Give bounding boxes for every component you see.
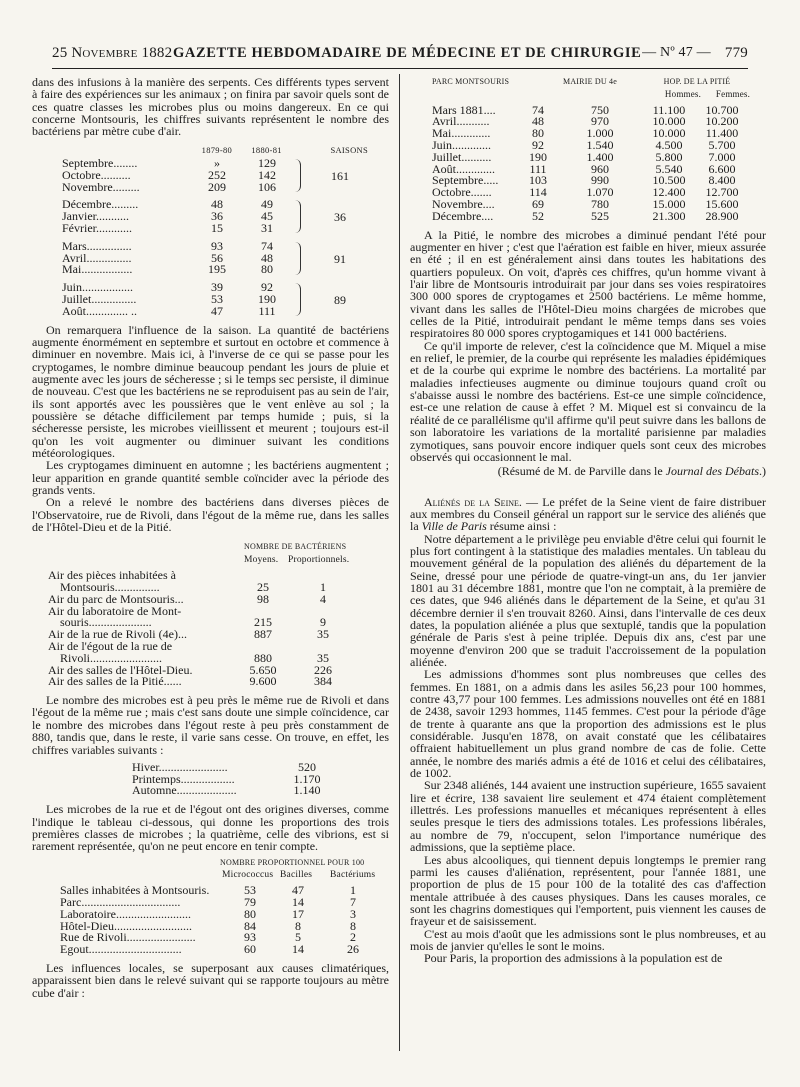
season-value: 91: [334, 251, 346, 266]
cell: 1.070: [586, 185, 614, 200]
paragraph: On remarquera l'influence de la saison. La quantité de bactériens augmente énormément en septembre et surtout en octobre et commence à diminuer en novembre. Mais ici, à l'inverse de ce qui se passe pour les cryptogames, le nombre diminue beaucoup pendant les jours de pluie et augmente avec les jours de sécheresse ; si le temps sec persiste, il diminue de nouveau. C'est que les bactériens ne se reproduisent pas au sein de l'air, ils sont apportés avec les poussières que le vent enlève au sol ; la poussière se détache difficilement par temps humide ; puis, si la sécheresse persiste, les microbes vieillissent et meurent ; toujours est-il qu'on les voit augmenter ou diminuer suivant les conditions météorologiques.: [32, 322, 389, 461]
table-subheader: [60, 869, 389, 881]
cell: 9.600: [249, 674, 277, 689]
cell: 15.000: [652, 197, 686, 212]
col-header: Bacilles: [280, 869, 313, 880]
cell: 17: [292, 906, 304, 921]
cell: 80: [532, 126, 544, 141]
cell: 48: [211, 197, 223, 212]
cell: 11.100: [652, 102, 686, 117]
cell: 106: [258, 179, 276, 194]
source-note: [410, 465, 766, 477]
cell: 15: [211, 221, 223, 236]
cell: 520: [298, 759, 316, 774]
table-row: [62, 238, 389, 253]
row-label: Hôtel-Dieu..........................: [60, 920, 192, 933]
row-label: Mars...............: [62, 240, 132, 253]
row-label: Septembre........: [62, 158, 138, 170]
row-label: Décembre.........: [62, 199, 139, 212]
header-rule: [52, 68, 748, 69]
paragraph: Les cryptogames diminuent en automne ; les bactériens augmentent ; leur apparition en grande quantité semble coïncider avec la période des grands vents.: [32, 458, 389, 498]
table-row: [60, 897, 389, 909]
microbe-proportion-table: [32, 857, 389, 956]
cell: 111: [258, 303, 276, 318]
cell: 1.000: [586, 126, 614, 141]
col-header: Femmes.: [715, 89, 751, 100]
journal-title: GAZETTE HEBDOMADAIRE DE MÉDECINE ET DE CHIRURGIE: [173, 44, 642, 61]
cell: 8.400: [708, 173, 736, 188]
cell: 190: [529, 149, 547, 164]
cell: 48: [261, 250, 273, 265]
cell: 4.500: [655, 138, 683, 153]
cell: 6.600: [708, 161, 736, 176]
row-label: Juin.............: [432, 140, 492, 152]
row-label: Avril...........: [432, 116, 490, 129]
table-row: [132, 785, 389, 797]
col-header: PARC MONTSOURIS: [432, 77, 510, 86]
cell: 4: [320, 591, 326, 606]
cell: 11.400: [705, 126, 739, 141]
brace: [295, 283, 301, 316]
row-label: Automne....................: [132, 785, 237, 798]
cell: 103: [529, 173, 547, 188]
cell: 9: [320, 615, 326, 630]
cell: 8: [350, 918, 356, 933]
cell: 14: [292, 942, 304, 957]
row-label: Laboratoire.........................: [60, 908, 191, 921]
row-label: Août.............. ..: [62, 305, 137, 318]
cell: 10.200: [705, 114, 739, 129]
col-header: 1880-81: [251, 144, 282, 155]
row-label: Janvier...........: [62, 211, 129, 224]
brace: [295, 200, 301, 233]
table-row: [132, 759, 389, 774]
cell: 14: [292, 895, 304, 910]
row-label: Air du parc de Montsouris...: [48, 593, 184, 606]
table-row: [48, 579, 389, 594]
cell: 5.700: [708, 138, 736, 153]
cell: 209: [208, 179, 226, 194]
row-label: Décembre....: [432, 210, 494, 223]
row-label: Air des salles de l'Hôtel-Dieu.: [48, 664, 193, 677]
cell: 12.400: [652, 185, 686, 200]
table-row: [48, 662, 389, 677]
season-group: [62, 158, 389, 193]
row-label: Salles inhabitées à Montsouris.: [60, 885, 210, 898]
cell: 5.650: [249, 662, 277, 677]
col-header: Bactériums: [330, 869, 376, 880]
row-label: Mai.................: [62, 264, 133, 277]
row-label: Air des pièces inhabitées à: [48, 570, 176, 582]
cell: 21.300: [652, 208, 686, 223]
paragraph: A la Pitié, le nombre des microbes a diminué pendant l'été pour augmenter en hiver ; c'est que l'aération est faible en hiver, mieux assurée en été ; il en est généralement ainsi dans toutes les habitations des quartiers populeux. On voit, d'après ces chiffres, qu'un homme vivant à l'air libre de Montsouris introduirait par jour dans ses voies respiratoires 300 000 spores de cryptogames et 2500 bactériens. Le même homme, vivant dans les salles de l'Hôtel-Dieu moins chargées de microbes que celles de la Pitié, introduirait pendant le même temps dans ses voies respiratoires 80 000 spores cryptogamiques et 141 000 bactériens.: [410, 227, 766, 341]
table-row: [432, 208, 766, 223]
cell: 69: [532, 197, 544, 212]
cell: 12.700: [705, 185, 739, 200]
cell: 39: [211, 280, 223, 295]
cell: 31: [261, 221, 273, 236]
cell: 98: [257, 591, 269, 606]
row-label: Octobre..........: [62, 169, 131, 182]
cell: 2: [350, 930, 356, 945]
row-label: Octobre.......: [432, 187, 492, 200]
cell: 52: [532, 208, 544, 223]
table-row: [48, 641, 389, 653]
section-source: Ville de Paris: [421, 519, 487, 534]
cell: 45: [261, 209, 273, 224]
cell: 93: [244, 930, 256, 945]
paragraph: C'est au mois d'août que les admissions sont le plus nombreuses, et au mois de janvier qu'elles le sont le moins.: [410, 926, 766, 953]
paragraph: Notre département a le privilège peu enviable d'être celui qui fournit le plus fort contingent à la statistique des maladies mentales. Un tableau du mouvement général de la population des aliénés du département de la Seine, dressé pour une période de quatre-vingt-un ans, du 1er janvier 1801 au 31 décembre 1881, montre que l'on ne comptait, à la première de ces dates, que 946 aliénés dans le département de la Seine, et qu'au 31 décembre dernier il s'en trouvait 8260. Ainsi, dans l'intervalle de ces deux dates, la population aliénée a plus que sextuplé, tandis que la population générale de Paris s'est à peine triplée. Depuis dix ans, c'est par une moyenne d'environ 200 que se traduit l'accroissement de la population aliénée.: [410, 531, 766, 669]
bacteria-seasons-table: [32, 144, 389, 318]
table-title: [48, 541, 389, 553]
paragraph: Les influences locales, se superposant aux causes climatériques, apparaissent bien dans le relevé suivant qui se rapporte toujours au mètre cube d'air :: [32, 961, 389, 1000]
source-note-text: (Résumé de M. de Parville dans le: [497, 464, 666, 479]
cell: 7: [350, 895, 356, 910]
monthly-microbes-table: [410, 76, 766, 223]
issue-number: — Nº 47 —: [642, 45, 711, 60]
cell: 25: [257, 579, 269, 594]
cell: 10.000: [652, 114, 686, 129]
paragraph: Les admissions d'hommes sont plus nombreuses que celles des femmes. En 1881, on a admis dans les asiles 56,23 pour 100 hommes, contre 43,77 pour 100 femmes. Les admissions nouvelles ont été en 1881 de 2438, savoir 1293 hommes, 1145 femmes. C'est pour la période d'âge de trente à quarante ans que la proportion des admissions est le plus considérable. Jusqu'en 1878, on avait constaté que les célibataires offraient habituellement un plus grand nombre de cas de folie. Cette année, le nombre des mariés admis a été de 1016 et celui des célibataires, de 1002.: [410, 667, 766, 781]
table-row: [48, 617, 389, 629]
row-label: Printemps..................: [132, 773, 235, 786]
cell: 1: [350, 883, 356, 898]
row-label: Juillet..........: [432, 151, 492, 164]
section-title: Aliénés de la Seine.: [424, 494, 522, 509]
column-divider: [399, 74, 400, 1051]
season-group: [62, 238, 389, 277]
section-intro: [410, 496, 766, 533]
cell: 53: [211, 292, 223, 307]
season-group: [62, 282, 389, 317]
row-label: Mai.............: [432, 128, 491, 141]
table-title-text: NOMBRE DE BACTÉRIENS: [244, 542, 347, 552]
paragraph: Pour Paris, la proportion des admissions à la population est de: [424, 951, 723, 966]
cell: 74: [532, 102, 544, 117]
cell: 80: [244, 906, 256, 921]
table-row: [48, 570, 389, 582]
table-row: [48, 676, 389, 688]
cell: 10.000: [652, 126, 686, 141]
season-value: 161: [331, 169, 349, 184]
col-header: Hommes.: [664, 89, 702, 100]
paragraph: Les microbes de la rue et de l'égout ont des origines diverses, comme l'indique le tableau ci-dessous, qui donne les proportions des trois premières classes de microbes ; la quatrième, celle des vibrions, est si rarement représentée, qu'on ne peut encore en tenir compte.: [32, 802, 389, 854]
table-title-text: NOMBRE PROPORTIONNEL POUR 100: [220, 857, 365, 867]
row-label: Air de la rue de Rivoli (4e)...: [48, 629, 187, 641]
cell: 252: [208, 167, 226, 182]
cell: 142: [258, 167, 276, 182]
cell: 780: [591, 197, 609, 212]
cell: 111: [529, 161, 547, 176]
table-header: [62, 144, 389, 156]
cell: 8: [295, 918, 301, 933]
cell: 28.900: [705, 208, 739, 223]
row-label: souris.....................: [60, 617, 152, 630]
row-label: Avril...............: [62, 252, 132, 265]
source-journal: Journal des Débats: [665, 464, 759, 479]
table-subheader: [432, 88, 766, 100]
cell: 1.140: [293, 783, 321, 798]
table-row: [48, 591, 389, 606]
table-row: [132, 771, 389, 786]
cell: 3: [350, 906, 356, 921]
cell: 887: [254, 627, 272, 642]
table-subheader: [48, 554, 389, 566]
cell: 5.540: [655, 161, 683, 176]
cell: 35: [317, 650, 329, 665]
row-label: Rivoli........................: [60, 652, 163, 665]
cell: 7.000: [708, 149, 736, 164]
cell: 93: [211, 238, 223, 253]
cell: 384: [314, 674, 332, 689]
source-note-end: .): [759, 464, 766, 479]
row-label: Juillet...............: [62, 294, 137, 306]
table-row: [48, 629, 389, 641]
right-column: [410, 76, 766, 965]
section-text: — Le préfet de la Seine vient de faire distribuer aux membres du Conseil général un rapport sur le service des aliénés que la: [410, 494, 767, 534]
cell: 750: [591, 102, 609, 117]
cell: 35: [317, 627, 329, 642]
cell: 880: [254, 650, 272, 665]
paragraph: Ce qu'il importe de relever, c'est la coïncidence que M. Miquel a mise en relief, le premier, de la courbe qui représente les maladies épidémiques et de la courbe qui exprime le nombre des bactériens. La mortalité par maladies infectieuses augmente ou diminue toujours quand croît ou s'abaisse aussi le nombre des bactériens. Est-ce une simple coïncidence, est-ce une relation de cause à effet ? M. Miquel est si convaincu de la réalité de ce parallélisme qu'il affirme qu'il peut suivre dans les ballons de son laboratoire les variations de la mortalité parisienne par maladies zymotiques, sans pouvoir encore indiquer quels sont ceux des microbes observés qui occasionnent le mal.: [410, 338, 766, 464]
table-row: [60, 932, 389, 944]
row-label: Novembre....: [432, 199, 495, 211]
cell: 36: [211, 209, 223, 224]
cell: 1.540: [586, 138, 614, 153]
cell: 84: [244, 918, 256, 933]
table-row: [48, 650, 389, 665]
paragraph: Les abus alcooliques, qui tiennent depuis longtemps le premier rang parmi les causes d'aliénation, représentent, pour l'année 1881, une proportion de plus de 15 pour 100 de la totalité des cas d'affection mentale attribuée à des causes physiques. Dans les causes morales, ce sont les chagrins domestiques qui l'emportent, puis viennent les causes de frayeur et de saisissement.: [410, 852, 766, 929]
row-label: Février............: [62, 223, 132, 235]
row-label: Montsouris...............: [60, 581, 160, 594]
table-row: [60, 944, 389, 956]
row-label: Hiver.......................: [132, 761, 228, 774]
cell: 5: [295, 930, 301, 945]
row-label: Egout...............................: [60, 944, 182, 957]
col-header: MAIRIE DU 4e: [563, 77, 617, 86]
table-row: [62, 223, 389, 235]
row-label: Air de l'égout de la rue de: [48, 640, 173, 653]
row-label: Novembre.........: [62, 181, 140, 194]
paragraph: Sur 2348 aliénés, 144 avaient une instruction supérieure, 1655 savaient lire et écrire, 138 savaient lire seulement et 474 étaient complètement illettrés. Les professions manuelles et mécaniques représentent à elles seules presque le tiers des admissions totales. Les professions libérales, au nombre de 79, n'occupent, selon l'importance numérique des admissions, que la septième place.: [410, 778, 766, 855]
cell: 226: [314, 662, 332, 677]
paragraph: dans des infusions à la manière des serpents. Ces différents types servent à faire des expériences sur les animaux ; on finira par savoir quels sont de ces quatre classes les microbes plus ou moins dangereux. En ce qui concerne Montsouris, les chiffres suivants représentent le nombre des bactériens par mètre cube d'air.: [32, 75, 389, 139]
cell: 92: [261, 280, 273, 295]
table-row: [60, 885, 389, 897]
brace: [295, 159, 301, 192]
cell: 190: [258, 292, 276, 307]
left-column: [32, 76, 389, 999]
cell: 48: [532, 114, 544, 129]
cell: 53: [244, 883, 256, 898]
cell: 1.170: [293, 771, 321, 786]
cell: 960: [591, 161, 609, 176]
col-header: Moyens.: [244, 554, 279, 565]
cell: 525: [591, 208, 609, 223]
section-text-end: résume ainsi :: [486, 519, 557, 534]
col-header: Micrococcus: [222, 869, 274, 880]
page-header: [52, 40, 748, 66]
row-label: Rue de Rivoli.......................: [60, 932, 196, 945]
table-title: [60, 857, 389, 869]
bacteria-locations-table: [32, 541, 389, 688]
table-row: [62, 264, 389, 276]
cell: 114: [529, 185, 547, 200]
cell: 970: [591, 114, 609, 129]
sewer-seasons-table: [32, 759, 389, 798]
col-header: HOP. DE LA PITIÉ: [663, 77, 731, 86]
cell: 215: [254, 615, 272, 630]
cell: 80: [261, 262, 273, 277]
brace: [295, 242, 301, 275]
issue-date: 25 Novembre 1882: [52, 44, 173, 61]
row-label: Août.............: [432, 163, 495, 176]
season-group: [62, 199, 389, 234]
row-label: Air du laboratoire de Mont-: [48, 605, 182, 618]
cell: 47: [292, 883, 304, 898]
page-number: 779: [724, 44, 748, 61]
table-row: [62, 179, 389, 194]
table-row: [60, 918, 389, 933]
table-row: [48, 606, 389, 618]
cell: 60: [244, 942, 256, 957]
cell: 1.400: [586, 149, 614, 164]
cell: 195: [208, 262, 226, 277]
cell: 47: [211, 303, 223, 318]
row-label: Mars 1881....: [432, 104, 496, 117]
col-header: SAISONS: [330, 144, 368, 155]
cell: 5.800: [655, 149, 683, 164]
cell: 129: [258, 156, 276, 171]
row-label: Septembre.....: [432, 175, 499, 188]
cell: 92: [532, 138, 544, 153]
col-header: Proportionnels.: [288, 554, 350, 565]
cell: 1: [320, 579, 326, 594]
row-label: Juin.................: [62, 282, 134, 295]
row-label: Parc.................................: [60, 897, 181, 909]
header-right: [642, 45, 748, 62]
cell: 10.700: [705, 102, 739, 117]
season-value: 89: [334, 293, 346, 308]
cell: 49: [261, 197, 273, 212]
paragraph: On a relevé le nombre des bactériens dans diverses pièces de l'Observatoire, rue de Rivoli, dans l'égout de la même rue, dans les salles de l'Hôtel-Dieu et de la Pitié.: [32, 495, 389, 535]
cell: 74: [261, 238, 273, 253]
cell: 10.500: [652, 173, 686, 188]
cell: 990: [591, 173, 609, 188]
cell: 79: [244, 895, 256, 910]
table-header: [432, 76, 766, 88]
col-header: 1879-80: [201, 144, 233, 155]
row-label: Air des salles de la Pitié......: [48, 676, 182, 689]
table-row: [60, 906, 389, 921]
cell: »: [214, 156, 220, 171]
paragraph: Le nombre des microbes est à peu près le même rue de Rivoli et dans l'égout de la même rue ; mais c'est sans doute une simple coïncidence, car le nombre des microbes dans l'égout reste à peu près constamment de 880, tandis que, dans le reste, il varie sans cesse. On trouve, en effet, les chiffres variables suivants :: [32, 693, 389, 757]
cell: 56: [211, 250, 223, 265]
cell: 26: [347, 942, 359, 957]
table-row: [62, 303, 389, 318]
cell: 15.600: [705, 197, 739, 212]
season-value: 36: [334, 210, 346, 225]
